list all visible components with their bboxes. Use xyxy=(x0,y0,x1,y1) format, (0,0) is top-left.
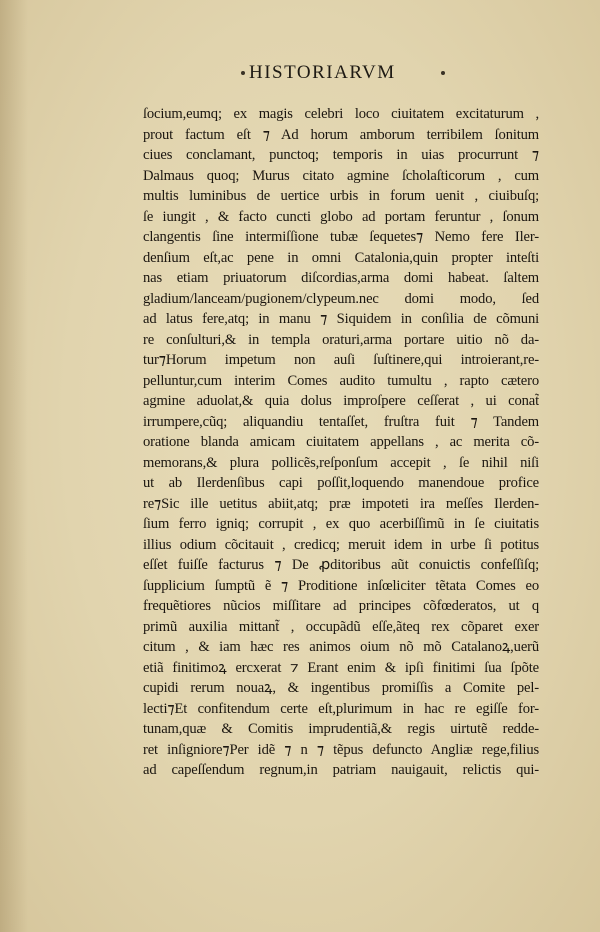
text-line: ciues conclamant, punctoq; temporis in uias procurrunt ⁊ xyxy=(143,147,539,163)
text-line: ſocium,eumq; ex magis celebri loco ciuitatem excitaturum , xyxy=(143,106,539,122)
text-line: oratione blanda amicam ciuitatem appellans , ac merita cõ- xyxy=(143,434,539,450)
ornament-dot-right xyxy=(441,71,445,75)
text-line: ſe iungit , & facto cuncti globo ad portam feruntur , ſonum xyxy=(143,208,539,225)
text-line: re⁊Sic ille uetitus abiit,atq; præ impoteti ira meſſes Ilerden- xyxy=(143,495,539,512)
running-head: HISTORIARVM xyxy=(249,62,396,83)
text-line: Dalmaus quoq; Murus citato agmine ſcholaſticorum , cum xyxy=(143,167,539,184)
text-line: citum , & iam hæc res animos oium nõ mõ Catalanoꝝ,uerũ xyxy=(143,639,539,655)
text-line: ret inſigniore⁊Per idẽ ⁊ n ⁊ tẽpus defuncto Angliæ rege,filius xyxy=(143,741,539,758)
ornament-dot-left xyxy=(241,71,245,75)
page-header xyxy=(0,61,600,87)
text-line: multis luminibus de uertice urbis in forum uenit , ciuibuſq; xyxy=(143,188,539,204)
text-line: re conſulturi,& in templa oraturi,arma portare uitio nõ da- xyxy=(143,331,539,348)
text-line: ad latus fere,atq; in manu ⁊ Siquidem in conſilia de cõmuni xyxy=(143,311,539,327)
text-line: agmine aduolat,& quia dolus improſpere ceſſerat , ui conat̃ xyxy=(143,393,539,409)
text-line: eſſet fuiſſe facturus ⁊ De ꝓditoribus aũt conuictis confeſſiſq; xyxy=(143,557,539,573)
text-line: ut ab Ilerdenſibus capi poſſit,loquendo manendoue profice xyxy=(143,475,539,491)
text-line: lecti⁊Et confitendum certe eſt,plurimum in hac re egiſſe for- xyxy=(143,700,539,717)
text-line: prout factum eſt ⁊ Ad horum amborum terribilem ſonitum xyxy=(143,126,539,143)
text-line: cupidi rerum nouaꝝ, & ingentibus promiſſis a Comite pel- xyxy=(143,680,539,696)
text-line: memorans,& plura pollicẽs,reſponſum accepit , ſe nihil niſi xyxy=(143,454,539,471)
text-line: pelluntur,cum interim Comes audito tumultu , rapto cætero xyxy=(143,372,539,389)
text-line: ſium ferro igniq; corrupit , ex quo acerbiſſimũ in ſe ciuitatis xyxy=(143,516,539,532)
text-line: denſium eſt,ac pene in omni Catalonia,quin propter inteſti xyxy=(143,249,539,266)
text-line: primũ auxilia mittant̃ , occupãdũ eſſe,ãteq rex cõparet exer xyxy=(143,618,539,635)
text-block xyxy=(143,104,539,781)
text-line: etiã finitimoꝝ ercxerat ⁊ Erant enim & ipſi finitimi ſua ſpõte xyxy=(143,659,539,676)
text-line: gladium/lanceam/pugionem/clypeum.nec domi modo, ſed xyxy=(143,290,539,307)
text-line: nas etiam priuatorum diſcordias,arma domi habeat. ſaltem xyxy=(143,270,539,286)
text-line: tur⁊Horum impetum non auſi ſuſtinere,qui introierant,re- xyxy=(143,352,539,368)
text-line: ſupplicium ſumptũ ẽ ⁊ Proditione inſœliciter tẽtata Comes eo xyxy=(143,577,539,594)
text-line: irrumpere,cũq; aliquandiu tentaſſet, fruſtra fuit ⁊ Tandem xyxy=(143,413,539,430)
text-line: frequẽtiores nũcios miſſitare ad principes cõfœderatos, ut q xyxy=(143,598,539,614)
text-line: tunam,quæ & Comitis imprudentiã,& regis uirtutẽ redde- xyxy=(143,721,539,737)
text-line: illius odium cõcitauit , credicq; meruit idem in urbe ſi potitus xyxy=(143,536,539,553)
text-line: clangentis ſine intermiſſione tubæ ſequetes⁊ Nemo fere Iler- xyxy=(143,229,539,245)
text-line: ad capeſſendum regnum,in patriam nauigauit, relictis qui- xyxy=(143,762,539,778)
